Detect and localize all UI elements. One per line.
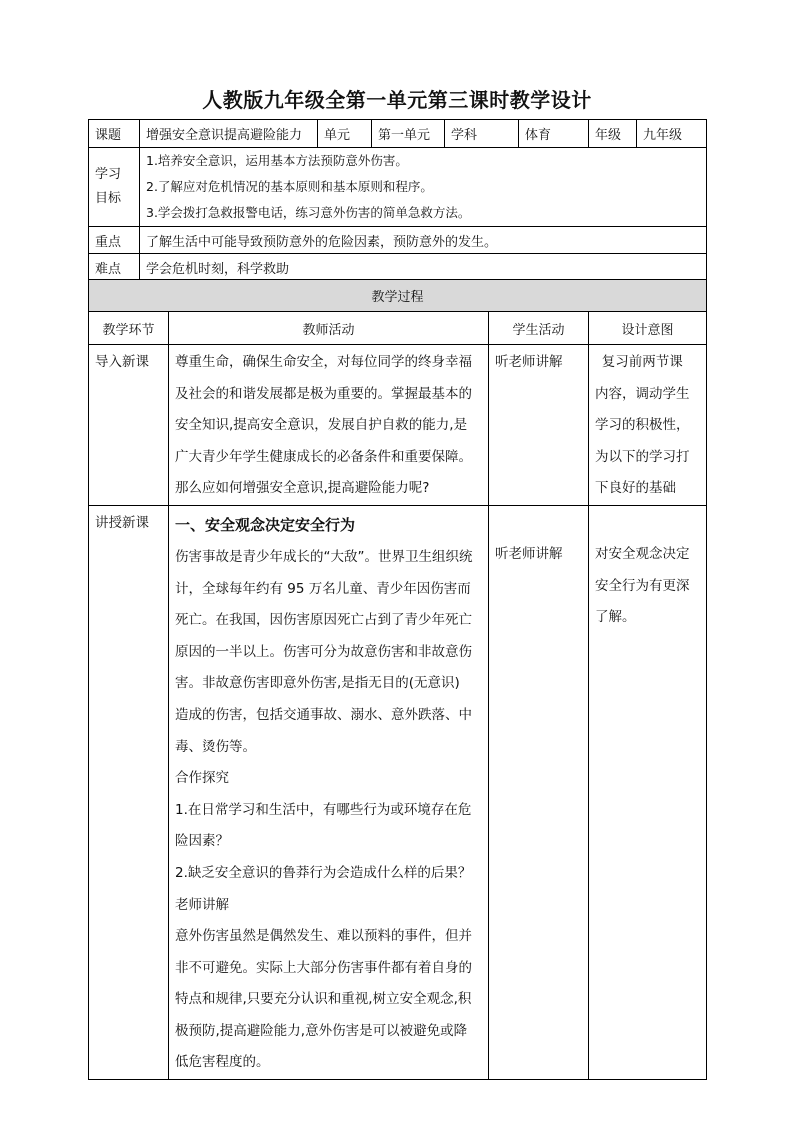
design-line: 学习的积极性， [595,417,690,434]
teacher-line: 极预防,提高避险能力,意外伤害是可以被避免或降 [175,1022,468,1039]
grade-value: 九年级 [637,120,707,148]
design-cell [589,505,707,1079]
section-heading: 一、安全观念决定安全行为 [175,515,356,534]
student-cell [489,505,589,1079]
design-line: 安全行为有更深 [595,577,690,594]
key-point-label: 重点 [89,227,140,254]
goal-item: 2.了解应对危机情况的基本原则和基本原则和程序。 [146,179,433,194]
topic-value: 增强安全意识提高避险能力 [140,120,318,148]
stage-cell: 讲授新课 [89,505,169,1079]
goals-label: 学习目标 [89,148,140,227]
unit-label: 单元 [318,120,372,148]
design-line: 对安全观念决定 [595,545,690,562]
goal-item: 1.培养安全意识，运用基本方法预防意外伤害。 [146,153,408,168]
teacher-line: 广大青少年学生健康成长的必备条件和重要保障。 [175,448,472,465]
teacher-line: 尊重生命，确保生命安全，对每位同学的终身幸福 [175,354,472,370]
teacher-cell [169,505,489,1079]
column-header: 教师活动 [169,312,489,345]
teacher-line: 伤害事故是青少年成长的“大敌”。世界卫生组织统 [175,548,473,565]
stage-cell: 导入新课 [89,345,169,506]
subject-value: 体育 [519,120,589,148]
teacher-line: 计，全球每年约有 95 万名儿童、青少年因伤害而 [175,580,471,597]
design-line: 为以下的学习打 [595,448,690,465]
teacher-line: 害。非故意伤害即意外伤害,是指无目的(无意识) [175,675,460,692]
design-line: 下良好的基础 [595,480,676,497]
teacher-line: 原因的一半以上。伤害可分为故意伤害和非故意伤 [175,643,472,660]
column-header: 学生活动 [489,312,589,345]
unit-value: 第一单元 [372,120,445,148]
teacher-cell [169,345,489,506]
topic-label: 课题 [89,120,140,148]
teacher-line: 死亡。在我国，因伤害原因死亡占到了青少年死亡 [175,612,472,629]
subject-label: 学科 [445,120,519,148]
difficulty-label: 难点 [89,254,140,281]
process-header: 教学过程 [89,280,707,312]
teacher-line: 造成的伤害，包括交通事故、溺水、意外跌落、中 [175,706,472,723]
process-table [88,279,707,1080]
info-table [88,119,707,281]
design-line: 复习前两节课 [601,354,683,370]
column-header: 设计意图 [589,312,707,345]
teacher-line: 特点和规律,只要充分认识和重视,树立安全观念,积 [175,991,472,1008]
teacher-line: 1.在日常学习和生活中，有哪些行为或环境存在危 [175,801,472,818]
design-line: 内容，调动学生 [595,385,690,402]
teacher-line: 合作探究 [175,770,229,787]
teacher-line: 意外伤害虽然是偶然发生、难以预料的事件，但并 [175,928,472,945]
student-line: 听老师讲解 [495,545,563,562]
teacher-line: 老师讲解 [175,896,229,913]
teacher-line: 低危害程度的。 [175,1054,270,1071]
design-cell [589,345,707,506]
goals-list [140,148,707,227]
difficulty-value: 学会危机时刻，科学救助 [140,254,707,281]
teacher-line: 毒、烫伤等。 [175,738,256,755]
grade-label: 年级 [589,120,637,148]
teacher-line: 安全知识,提高安全意识，发展自护自救的能力,是 [175,417,468,434]
teacher-line: 非不可避免。实际上大部分伤害事件都有着自身的 [175,959,472,976]
key-point-value: 了解生活中可能导致预防意外的危险因素，预防意外的发生。 [140,227,707,254]
teacher-line: 及社会的和谐发展都是极为重要的。掌握最基本的 [175,385,472,402]
column-header: 教学环节 [89,312,169,345]
table-row [89,505,707,1079]
teacher-line: 2.缺乏安全意识的鲁莽行为会造成什么样的后果？ [175,864,472,881]
design-line: 了解。 [595,609,636,626]
student-cell: 听老师讲解 [489,345,589,506]
table-row [89,345,707,506]
teacher-line: 那么应如何增强安全意识,提高避险能力呢? [175,480,430,497]
goal-item: 3.学会拨打急救报警电话，练习意外伤害的简单急救方法。 [146,205,471,220]
page-title: 人教版九年级全第一单元第三课时教学设计 [202,88,592,112]
teacher-line: 险因素？ [175,833,229,850]
